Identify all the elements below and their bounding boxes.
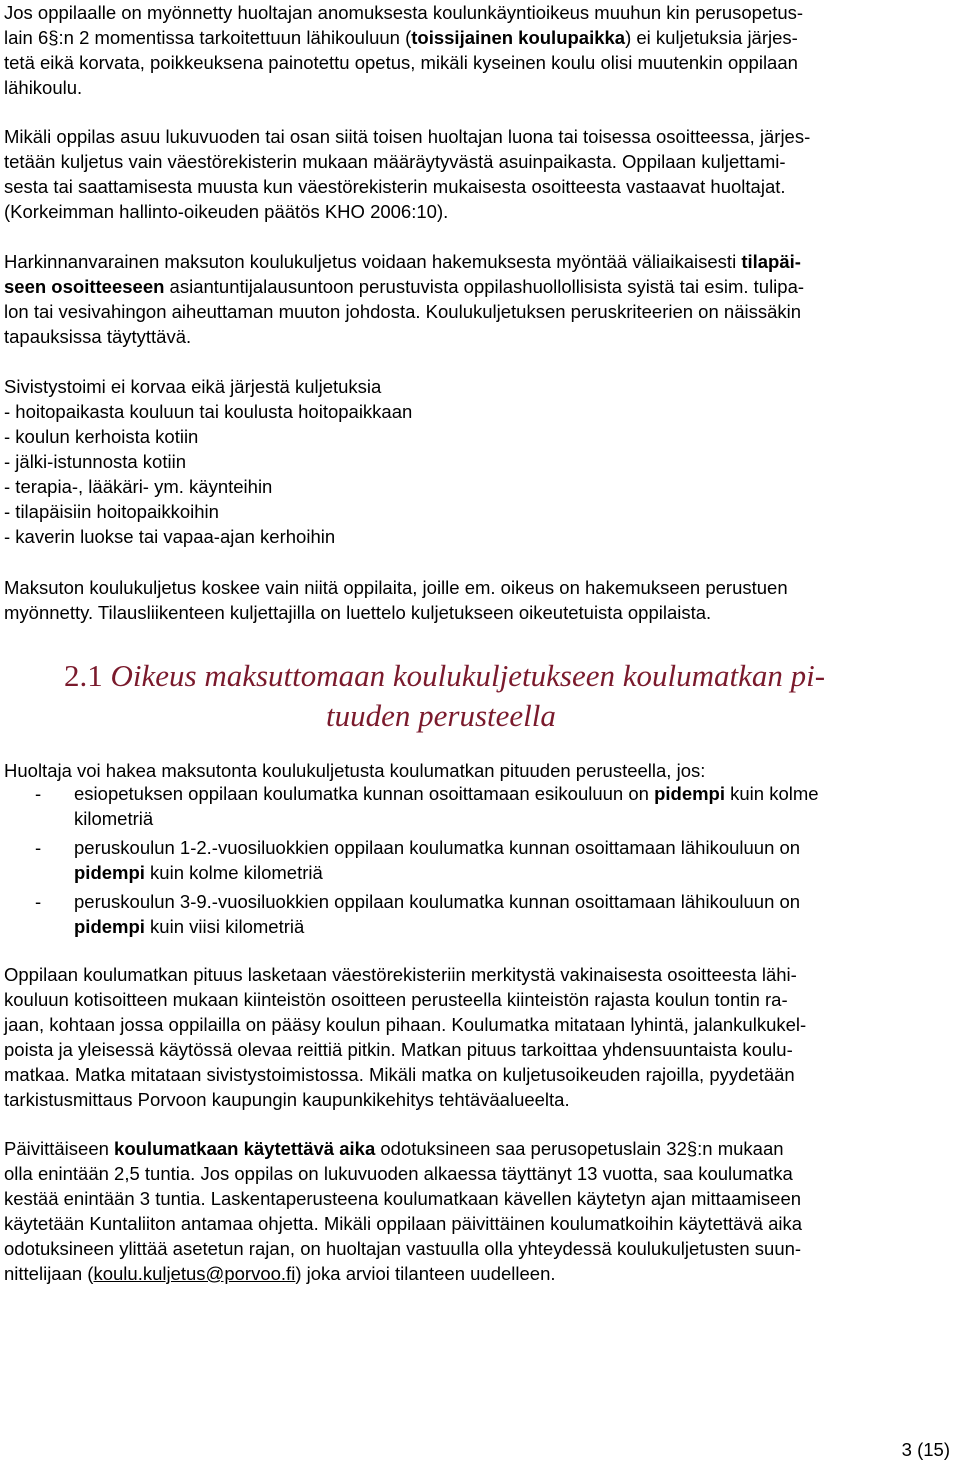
text-line: lon tai vesivahingon aiheuttaman muuton johdosta. Koulukuljetuksen peruskriteerien on näissäkin: [4, 301, 802, 322]
text-line: lähikoulu.: [4, 77, 83, 98]
bold-text: pidempi: [74, 916, 145, 937]
text-segment: Päivittäiseen: [4, 1138, 115, 1159]
text-segment: kuin viisi kilometriä: [144, 916, 305, 937]
list-dash: -: [35, 891, 42, 912]
text-line: Jos oppilaalle on myönnetty huoltajan anomuksesta koulunkäyntioikeus muuhun kin perusopetus-: [4, 2, 804, 23]
text-segment: kuin kolme: [725, 783, 819, 804]
text-line: [4, 1136, 784, 1161]
list-heading: Sivistystoimi ei korvaa eikä järjestä kuljetuksia: [4, 376, 382, 397]
text-line: Maksuton koulukuljetus koskee vain niitä oppilaita, joille em. oikeus on hakemukseen perustuen: [4, 577, 788, 598]
bold-text: toissijainen koulupaikka: [411, 27, 626, 48]
list-item: - jälki-istunnosta kotiin: [4, 451, 186, 472]
list-item-line: peruskoulun 3-9.-vuosiluokkien oppilaan koulumatka kunnan osoittamaan lähikouluun on: [74, 891, 801, 912]
text-line: [4, 249, 801, 274]
list-item: - kaverin luokse tai vapaa-ajan kerhoihin: [4, 526, 336, 547]
text-segment: odotuksineen saa perusopetuslain 32§:n mukaan: [375, 1138, 784, 1159]
bold-text: pidempi: [74, 862, 145, 883]
text-line: Mikäli oppilas asuu lukuvuoden tai osan siitä toisen huoltajan luona tai toisessa osoitteessa, järjes-: [4, 126, 811, 147]
text-line: tarkistusmittaus Porvoon kaupungin kaupunkikehitys tehtäväalueelta.: [4, 1089, 570, 1110]
list-item-line: [74, 914, 304, 939]
text-line: tetään kuljetus vain väestörekisterin mukaan määräytyvästä asuinpaikasta. Oppilaan kuljettami-: [4, 151, 786, 172]
email-link[interactable]: koulu.kuljetus@porvoo.fi: [93, 1263, 296, 1284]
list-item-line: [74, 806, 153, 831]
text-line: poista ja yleisessä käytössä olevaa reittiä pitkin. Matkan pituus tarkoittaa yhdensuuntaista koulu-: [4, 1039, 793, 1060]
text-line: olla enintään 2,5 tuntia. Jos oppilas on lukuvuoden alkaessa täyttänyt 13 vuotta, saa koulumatka: [4, 1163, 793, 1184]
list-item: - tilapäisiin hoitopaikkoihin: [4, 501, 219, 522]
text-line: Oppilaan koulumatkan pituus lasketaan väestörekisteriin merkitystä vakinaisesta osoitteesta lähi-: [4, 964, 797, 985]
list-item-line: [74, 860, 323, 885]
list-item: - koulun kerhoista kotiin: [4, 426, 199, 447]
text-line: kouluun kotisoitteen mukaan kiinteistön osoitteen perusteella kiinteistön rajasta koulun tontin ra-: [4, 989, 788, 1010]
text-segment: lain 6§:n 2 momentissa tarkoitettuun lähikouluun (: [4, 27, 412, 48]
text-segment: asiantuntijalausuntoon perustuvista oppilashuollollisista syistä tai esim. tulipa-: [164, 276, 805, 297]
text-line: Huoltaja voi hakea maksutonta koulukuljetusta koulumatkan pituuden perusteella, jos:: [4, 760, 706, 781]
text-segment: Harkinnanvarainen maksuton koulukuljetus voidaan hakemuksesta myöntää väliaikaisesti: [4, 251, 742, 272]
section-title-line: Oikeus maksuttomaan koulukuljetukseen koulumatkan pi-: [110, 658, 826, 693]
text-line: (Korkeimman hallinto-oikeuden päätös KHO 2006:10).: [4, 201, 449, 222]
page-number: 3 (15): [901, 1439, 950, 1460]
text-line: myönnetty. Tilausliikenteen kuljettajilla on luettelo kuljetukseen oikeutetuista oppilaista.: [4, 602, 712, 623]
text-line: [4, 1261, 556, 1286]
section-heading-continued: tuuden perusteella: [326, 698, 556, 733]
text-segment: kilometriä: [74, 808, 154, 829]
text-segment: ) joka arvioi tilanteen uudelleen.: [295, 1263, 556, 1284]
text-line: tetä eikä korvata, poikkeuksena painotettu opetus, mikäli kyseinen koulu olisi muutenkin oppilaan: [4, 52, 798, 73]
text-segment: esiopetuksen oppilaan koulumatka kunnan osoittamaan esikouluun on: [74, 783, 655, 804]
bold-text: koulumatkaan käytettävä aika: [114, 1138, 376, 1159]
text-line: käytetään Kuntaliiton antamaa ohjetta. Mikäli oppilaan päivittäinen koulumatkoihin käytettävä aika: [4, 1213, 803, 1234]
list-item-line: peruskoulun 1-2.-vuosiluokkien oppilaan koulumatka kunnan osoittamaan lähikouluun on: [74, 837, 801, 858]
list-item: - hoitopaikasta kouluun tai koulusta hoitopaikkaan: [4, 401, 413, 422]
text-line: tapauksissa täytyttävä.: [4, 326, 192, 347]
section-number: 2.1: [64, 658, 103, 693]
list-item-line: [74, 781, 819, 806]
list-dash: -: [35, 837, 42, 858]
bold-text: pidempi: [654, 783, 725, 804]
bold-text: seen osoitteeseen: [4, 276, 165, 297]
text-segment: kuin kolme kilometriä: [144, 862, 323, 883]
text-segment: nittelijaan (: [4, 1263, 94, 1284]
list-item: - terapia-, lääkäri- ym. käynteihin: [4, 476, 273, 497]
text-line: jaan, kohtaan jossa oppilailla on pääsy koulun pihaan. Koulumatka mitataan lyhintä, jalankulkukel-: [4, 1014, 807, 1035]
text-line: matkaa. Matka mitataan sivistystoimistossa. Mikäli matka on kuljetusoikeuden rajoilla, pyydetään: [4, 1064, 795, 1085]
list-dash: -: [35, 783, 42, 804]
bold-text: tilapäi-: [741, 251, 801, 272]
text-line: sesta tai saattamisesta muusta kun väestörekisterin mukaisesta osoitteesta vastaavat huoltajat.: [4, 176, 786, 197]
text-line: [4, 25, 798, 50]
text-line: odotuksineen ylittää asetetun rajan, on huoltajan vastuulla olla yhteydessä koulukuljetusten suun-: [4, 1238, 802, 1259]
text-line: kestää enintään 3 tuntia. Laskentaperusteena koulumatkaan kävellen käytetyn ajan mittaamiseen: [4, 1188, 802, 1209]
text-segment: ) ei kuljetuksia järjes-: [625, 27, 798, 48]
section-heading: [64, 657, 825, 695]
text-line: [4, 274, 804, 299]
